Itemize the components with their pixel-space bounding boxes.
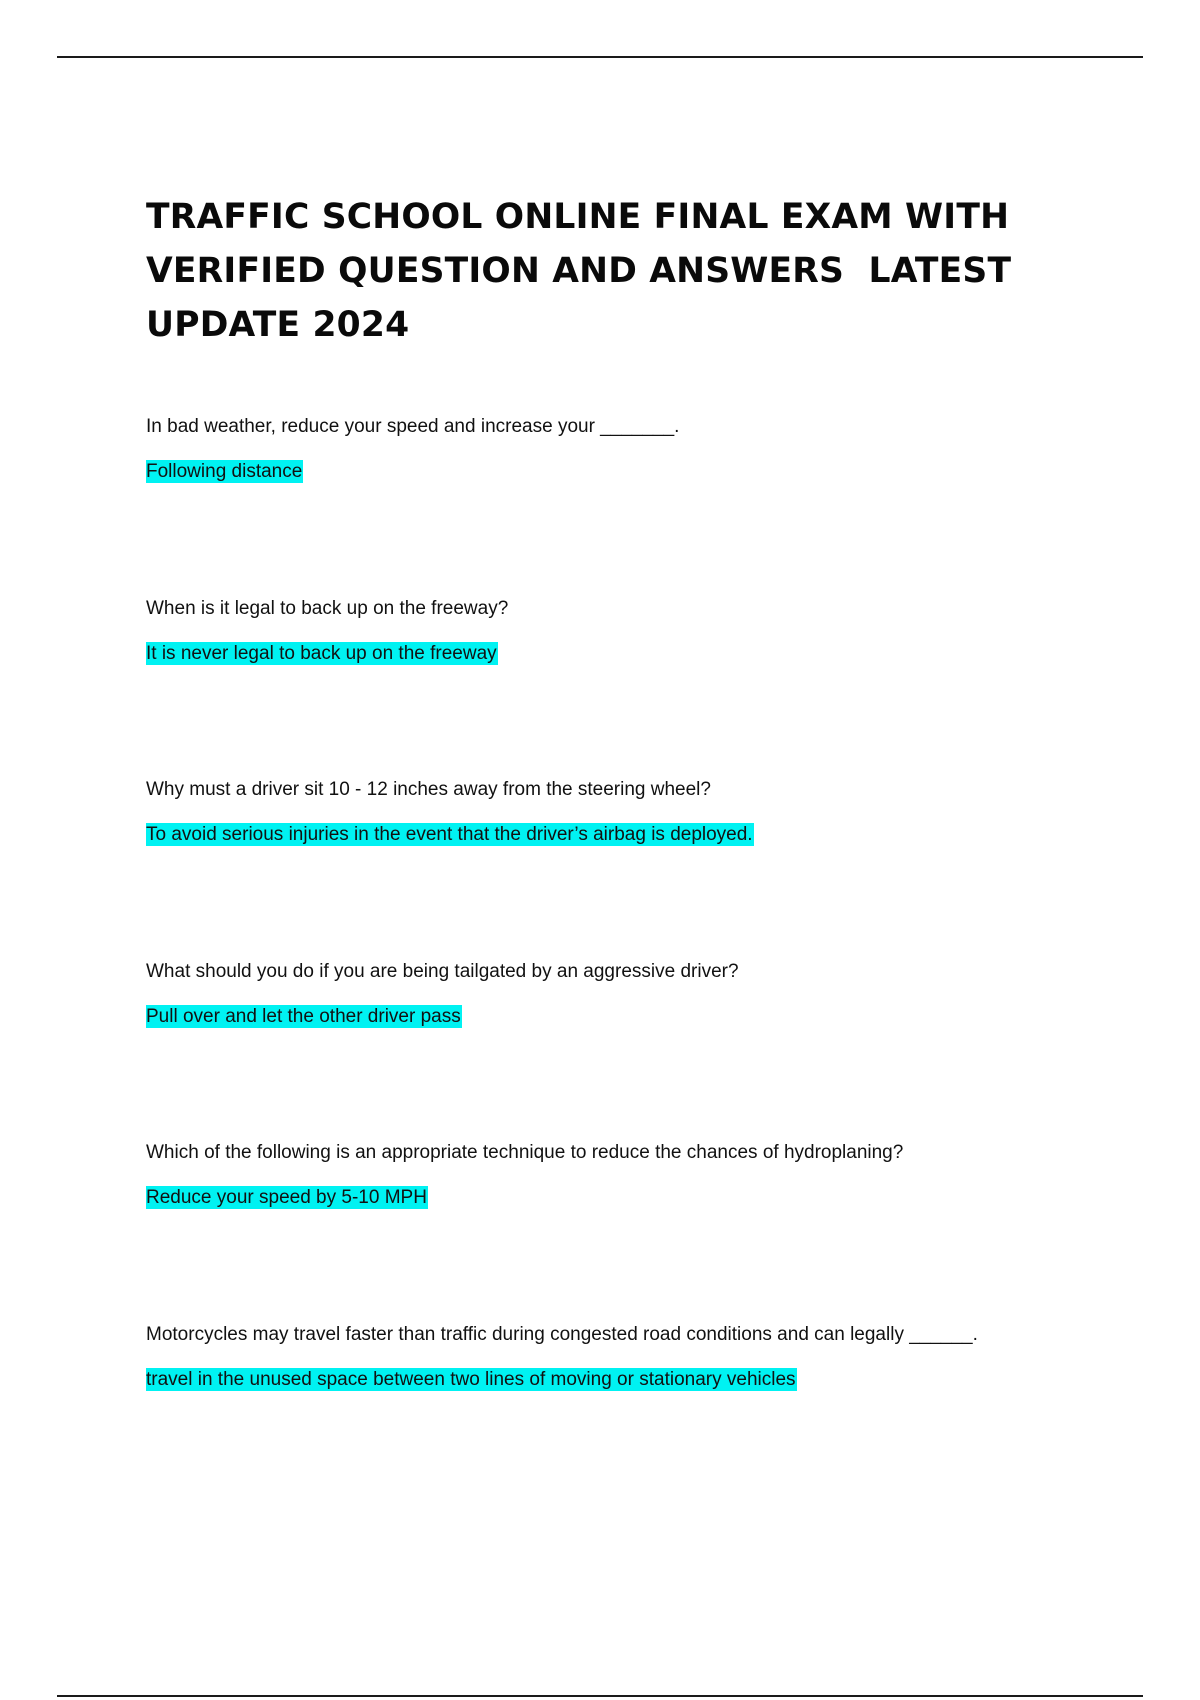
question-text: When is it legal to back up on the freeway? bbox=[146, 597, 509, 619]
document-title: TRAFFIC SCHOOL ONLINE FINAL EXAM WITH VERIFIED QUESTION AND ANSWERS LATEST UPDATE 2024 bbox=[146, 197, 1024, 345]
qa-list bbox=[146, 415, 1076, 1504]
qa-item bbox=[146, 415, 1076, 597]
answer-highlight: Following distance bbox=[146, 461, 303, 482]
answer-text bbox=[146, 1368, 1076, 1392]
answer-highlight: To avoid serious injuries in the event that the driver’s airbag is deployed. bbox=[146, 824, 753, 845]
question-text: Motorcycles may travel faster than traffic during congested road conditions and can legally ______. bbox=[146, 1323, 978, 1345]
answer-text bbox=[146, 1186, 1076, 1210]
question-text: Why must a driver sit 10 - 12 inches away from the steering wheel? bbox=[146, 779, 711, 800]
document-body bbox=[146, 190, 1076, 1390]
bottom-rule bbox=[57, 1695, 1143, 1697]
qa-item bbox=[146, 960, 1076, 1142]
question-text: Which of the following is an appropriate technique to reduce the chances of hydroplaning? bbox=[146, 1142, 904, 1163]
question-text: What should you do if you are being tailgated by an aggressive driver? bbox=[146, 960, 739, 982]
answer-highlight: Reduce your speed by 5-10 MPH bbox=[146, 1187, 427, 1208]
answer-text bbox=[146, 823, 1076, 847]
answer-highlight: Pull over and let the other driver pass bbox=[146, 1005, 461, 1027]
answer-text bbox=[146, 460, 1076, 484]
top-rule bbox=[57, 56, 1143, 58]
qa-item bbox=[146, 1141, 1076, 1323]
answer-text bbox=[146, 642, 1076, 666]
qa-item bbox=[146, 1323, 1076, 1505]
answer-text bbox=[146, 1005, 1076, 1029]
answer-highlight: travel in the unused space between two lines of moving or stationary vehicles bbox=[146, 1368, 796, 1390]
qa-item bbox=[146, 597, 1076, 779]
qa-item bbox=[146, 778, 1076, 960]
answer-highlight: It is never legal to back up on the freeway bbox=[146, 642, 497, 664]
question-text: In bad weather, reduce your speed and increase your _______. bbox=[146, 416, 680, 437]
